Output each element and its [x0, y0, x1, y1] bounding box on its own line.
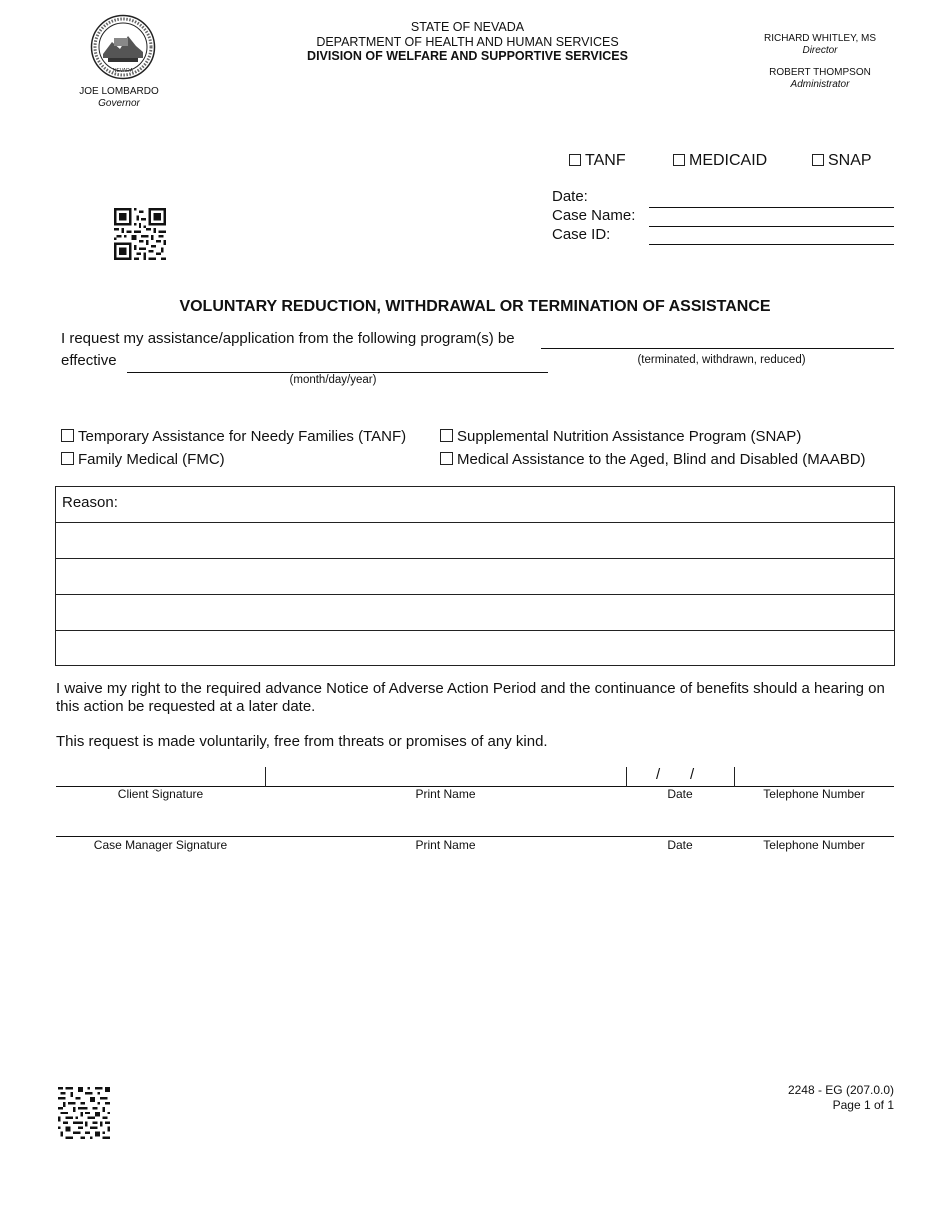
client-signature-label: Client Signature — [117, 787, 204, 801]
date-slash: / — [656, 766, 661, 783]
case-manager-signature-label: Case Manager Signature — [93, 838, 228, 852]
state-seal-logo — [90, 14, 156, 80]
qr-code-top — [114, 208, 166, 260]
officials-block — [740, 33, 900, 90]
case-manager-telephone-label: Telephone Number — [763, 838, 865, 852]
reason-line-1[interactable] — [56, 522, 894, 523]
date-caption: (month/day/year) — [289, 374, 377, 386]
tanf-label: TANF — [585, 152, 626, 169]
case-id-field[interactable] — [649, 244, 894, 245]
fmc-program-label: Family Medical (FMC) — [78, 451, 225, 468]
medicaid-label: MEDICAID — [689, 152, 768, 169]
action-caption: (terminated, withdrawn, reduced) — [637, 354, 806, 366]
form-title: VOLUNTARY REDUCTION, WITHDRAWAL OR TERMINATION OF ASSISTANCE — [179, 298, 771, 315]
signature-divider — [626, 767, 627, 787]
checkbox-icon[interactable] — [673, 154, 685, 166]
administrator-name: ROBERT THOMPSON — [769, 67, 871, 78]
checkbox-icon[interactable] — [61, 452, 74, 465]
date-field[interactable] — [649, 207, 894, 208]
fmc-program-option[interactable] — [61, 451, 225, 469]
tanf-checkbox-top[interactable] — [569, 152, 626, 170]
case-name-field[interactable] — [649, 226, 894, 227]
maabd-program-option[interactable] — [440, 451, 866, 469]
case-manager-date-label: Date — [667, 838, 693, 852]
case-id-label: Case ID: — [552, 226, 611, 243]
department-name: DEPARTMENT OF HEALTH AND HUMAN SERVICES — [316, 34, 619, 49]
maabd-program-label: Medical Assistance to the Aged, Blind and Disabled (MAABD) — [457, 451, 866, 468]
checkbox-icon[interactable] — [61, 429, 74, 442]
signature-divider — [265, 767, 266, 787]
effective-text: effective — [61, 352, 117, 369]
tanf-program-option[interactable] — [61, 428, 406, 446]
snap-label: SNAP — [828, 152, 872, 169]
case-name-label: Case Name: — [552, 207, 636, 224]
request-text: I request my assistance/application from the following program(s) be — [61, 330, 515, 347]
state-name: STATE OF NEVADA — [410, 20, 525, 34]
reason-box — [55, 486, 895, 666]
page-number: Page 1 of 1 — [832, 1098, 894, 1112]
governor-title: Governor — [98, 98, 140, 109]
tanf-program-label: Temporary Assistance for Needy Families (TANF) — [78, 428, 407, 445]
client-telephone-label: Telephone Number — [763, 787, 865, 801]
reason-line-4[interactable] — [56, 630, 894, 631]
client-print-name-label: Print Name — [415, 787, 476, 801]
checkbox-icon[interactable] — [812, 154, 824, 166]
form-number: 2248 - EG (207.0.0) — [787, 1083, 894, 1097]
action-field[interactable] — [541, 348, 894, 349]
checkbox-icon[interactable] — [569, 154, 581, 166]
snap-checkbox-top[interactable] — [812, 152, 872, 170]
reason-line-2[interactable] — [56, 558, 894, 559]
reason-label: Reason: — [62, 494, 118, 511]
division-name: DIVISION OF WELFARE AND SUPPORTIVE SERVICES — [307, 49, 628, 63]
governor-name: JOE LOMBARDO — [79, 86, 159, 97]
effective-date-field[interactable] — [127, 372, 548, 373]
agency-header — [280, 20, 655, 64]
date-slash: / — [690, 766, 695, 783]
case-manager-signature-line[interactable] — [56, 836, 894, 837]
checkbox-icon[interactable] — [440, 452, 453, 465]
snap-program-label: Supplemental Nutrition Assistance Program (SNAP) — [457, 428, 802, 445]
reason-line-3[interactable] — [56, 594, 894, 595]
case-manager-print-name-label: Print Name — [415, 838, 476, 852]
medicaid-checkbox-top[interactable] — [673, 152, 767, 170]
administrator-title: Administrator — [790, 78, 850, 90]
signature-divider — [734, 767, 735, 787]
director-name: RICHARD WHITLEY, MS — [763, 33, 877, 44]
snap-program-option[interactable] — [440, 428, 801, 446]
waiver-text: I waive my right to the required advance Notice of Adverse Action Period and the continuance of benefits should a hearing on this action be requested at a later date. — [56, 680, 885, 715]
date-label: Date: — [552, 188, 588, 205]
voluntary-text: This request is made voluntarily, free from threats or promises of any kind. — [56, 733, 548, 750]
qr-code-bottom — [58, 1087, 110, 1139]
director-title: Director — [802, 44, 838, 56]
seal-text: NEVADA — [112, 68, 134, 74]
checkbox-icon[interactable] — [440, 429, 453, 442]
client-date-label: Date — [667, 787, 693, 801]
